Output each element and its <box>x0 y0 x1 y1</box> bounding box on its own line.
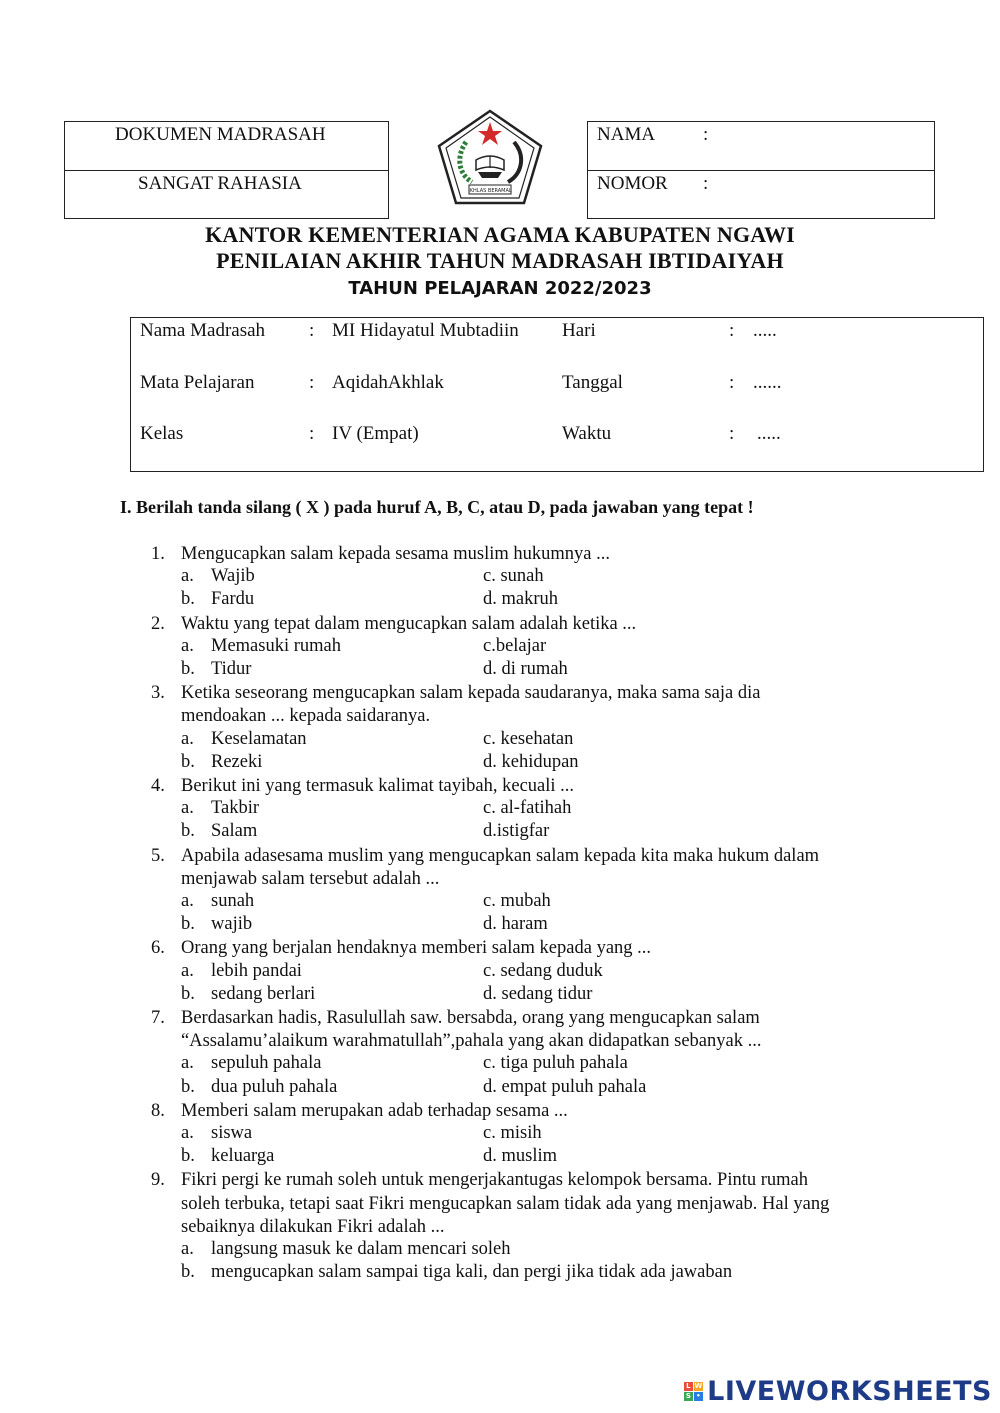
option-letter-a: a. <box>181 1053 194 1074</box>
option-a[interactable]: Takbir <box>211 798 260 819</box>
section-instruction: I. Berilah tanda silang ( X ) pada huruf A, B, C, atau D, pada jawaban yang tepat ! <box>120 497 754 517</box>
option-d[interactable]: d. muslim <box>483 1146 558 1167</box>
option-letter-a: a. <box>181 566 194 587</box>
info-colon: : <box>729 372 735 393</box>
info-colon: : <box>309 423 315 444</box>
option-letter-a: a. <box>181 798 194 819</box>
liveworksheets-badge-icon: L W S • <box>685 1382 703 1400</box>
option-b[interactable]: Tidur <box>211 659 252 679</box>
info-label-class: Kelas <box>140 423 184 444</box>
info-colon: : <box>729 320 735 341</box>
svg-text:IKHLAS BERAMAL: IKHLAS BERAMAL <box>468 188 512 194</box>
option-letter-b: b. <box>181 1146 195 1167</box>
option-a[interactable]: sunah <box>211 891 255 911</box>
question-number: 7. <box>151 1008 165 1028</box>
option-d[interactable]: d. makruh <box>483 589 559 610</box>
header-right-bottom-box <box>587 170 935 219</box>
info-value-class: IV (Empat) <box>332 423 419 444</box>
number-colon: : <box>703 173 709 194</box>
question-number: 8. <box>151 1100 165 1121</box>
option-a[interactable]: Keselamatan <box>211 728 307 749</box>
office-title: KANTOR KEMENTERIAN AGAMA KABUPATEN NGAWI <box>205 222 795 247</box>
option-b[interactable]: dua puluh pahala <box>211 1076 338 1097</box>
header-right-top-box <box>587 121 935 171</box>
option-c[interactable]: c. tiga puluh pahala <box>483 1053 628 1074</box>
option-c[interactable]: c. mubah <box>483 891 551 911</box>
info-value-subject: AqidahAkhlak <box>332 372 444 393</box>
question-text: Ketika seseorang mengucapkan salam kepada saudaranya, maka sama saja dia <box>181 683 761 704</box>
option-letter-b: b. <box>181 1262 195 1283</box>
option-b[interactable]: mengucapkan salam sampai tiga kali, dan pergi jika tidak ada jawaban <box>211 1262 733 1283</box>
question-number: 6. <box>151 938 165 959</box>
option-d[interactable]: d.istigfar <box>483 821 550 842</box>
info-value-time: ..... <box>757 423 781 444</box>
info-label-subject: Mata Pelajaran <box>140 372 255 393</box>
liveworksheets-brand-text: LIVEWORKSHEETS <box>707 1376 992 1407</box>
info-colon: : <box>309 372 315 393</box>
question-text: Memberi salam merupakan adab terhadap sesama ... <box>181 1100 568 1121</box>
option-a[interactable]: siswa <box>211 1123 253 1143</box>
option-letter-a: a. <box>181 891 194 911</box>
ministry-logo <box>436 108 544 206</box>
name-colon: : <box>703 124 709 145</box>
option-c[interactable]: c. misih <box>483 1123 542 1143</box>
ministry-logo-icon <box>436 108 544 206</box>
exam-info-box <box>130 317 984 472</box>
option-b[interactable]: Salam <box>211 821 258 842</box>
document-type-label: DOKUMEN MADRASAH <box>115 124 326 145</box>
option-letter-a: a. <box>181 960 194 981</box>
info-value-school: MI Hidayatul Mubtadiin <box>332 320 519 341</box>
school-year-title: TAHUN PELAJARAN 2022/2023 <box>348 278 652 299</box>
question-text: “Assalamu’alaikum warahmatullah”,pahala yang akan didapatkan sebanyak ... <box>181 1031 762 1052</box>
option-c[interactable]: c. sedang duduk <box>483 960 603 981</box>
question-text: mendoakan ... kepada saidaranya. <box>181 706 431 727</box>
question-text: Fikri pergi ke rumah soleh untuk mengerjakantugas kelompok bersama. Pintu rumah <box>181 1170 808 1191</box>
info-label-day: Hari <box>562 320 596 341</box>
option-letter-b: b. <box>181 659 195 679</box>
option-letter-a: a. <box>181 1239 194 1259</box>
option-a[interactable]: Memasuki rumah <box>211 635 341 656</box>
question-number: 4. <box>151 776 165 796</box>
option-b[interactable]: Rezeki <box>211 751 263 772</box>
number-label: NOMOR <box>597 173 668 194</box>
question-text: Mengucapkan salam kepada sesama muslim hukumnya ... <box>181 544 610 564</box>
option-d[interactable]: d. haram <box>483 914 548 935</box>
option-c[interactable]: c. sunah <box>483 566 544 587</box>
option-d[interactable]: d. di rumah <box>483 659 568 679</box>
option-letter-b: b. <box>181 983 195 1004</box>
question-text: Berdasarkan hadis, Rasulullah saw. bersabda, orang yang mengucapkan salam <box>181 1008 760 1028</box>
question-text: menjawab salam tersebut adalah ... <box>181 868 440 889</box>
option-b[interactable]: wajib <box>211 914 253 935</box>
option-d[interactable]: d. sedang tidur <box>483 983 593 1004</box>
option-a[interactable]: Wajib <box>211 566 255 587</box>
confidentiality-label: SANGAT RAHASIA <box>138 173 302 194</box>
liveworksheets-logo <box>684 1376 992 1407</box>
option-b[interactable]: Fardu <box>211 589 255 610</box>
option-letter-b: b. <box>181 589 195 610</box>
question-text: Berikut ini yang termasuk kalimat tayibah, kecuali ... <box>181 776 575 796</box>
info-label-time: Waktu <box>562 423 612 444</box>
question-text: soleh terbuka, tetapi saat Fikri mengucapkan salam tidak ada yang menjawab. Hal yang <box>181 1193 830 1214</box>
option-letter-b: b. <box>181 821 195 842</box>
question-text: sebaiknya dilakukan Fikri adalah ... <box>181 1216 445 1237</box>
name-label: NAMA <box>597 124 656 145</box>
info-label-date: Tanggal <box>562 372 623 393</box>
question-number: 2. <box>151 613 165 634</box>
option-letter-b: b. <box>181 751 195 772</box>
question-text: Waktu yang tepat dalam mengucapkan salam adalah ketika ... <box>181 613 637 634</box>
question-number: 9. <box>151 1170 165 1191</box>
question-text: Orang yang berjalan hendaknya memberi salam kepada yang ... <box>181 938 652 959</box>
info-colon: : <box>309 320 315 341</box>
option-letter-b: b. <box>181 914 195 935</box>
info-label-school: Nama Madrasah <box>140 320 266 341</box>
question-text: Apabila adasesama muslim yang mengucapkan salam kepada kita maka hukum dalam <box>181 845 820 866</box>
exam-title: PENILAIAN AKHIR TAHUN MADRASAH IBTIDAIYAH <box>216 248 784 273</box>
option-letter-a: a. <box>181 1123 194 1143</box>
option-a[interactable]: sepuluh pahala <box>211 1053 322 1074</box>
option-c[interactable]: c. al-fatihah <box>483 798 572 819</box>
option-a[interactable]: lebih pandai <box>211 960 302 981</box>
option-d[interactable]: d. empat puluh pahala <box>483 1076 647 1097</box>
option-b[interactable]: keluarga <box>211 1146 275 1167</box>
option-a[interactable]: langsung masuk ke dalam mencari soleh <box>211 1239 511 1259</box>
option-letter-b: b. <box>181 1076 195 1097</box>
info-colon: : <box>729 423 735 444</box>
option-d[interactable]: d. kehidupan <box>483 751 579 772</box>
info-value-day: ..... <box>753 320 777 341</box>
question-number: 3. <box>151 683 165 704</box>
question-number: 1. <box>151 544 165 564</box>
option-c[interactable]: c. kesehatan <box>483 728 574 749</box>
option-b[interactable]: sedang berlari <box>211 983 316 1004</box>
option-c[interactable]: c.belajar <box>483 635 547 656</box>
info-value-date: ...... <box>753 372 782 393</box>
question-number: 5. <box>151 845 165 866</box>
header-left-top-box <box>64 121 389 171</box>
option-letter-a: a. <box>181 635 194 656</box>
header-left-bottom-box <box>64 170 389 219</box>
option-letter-a: a. <box>181 728 194 749</box>
